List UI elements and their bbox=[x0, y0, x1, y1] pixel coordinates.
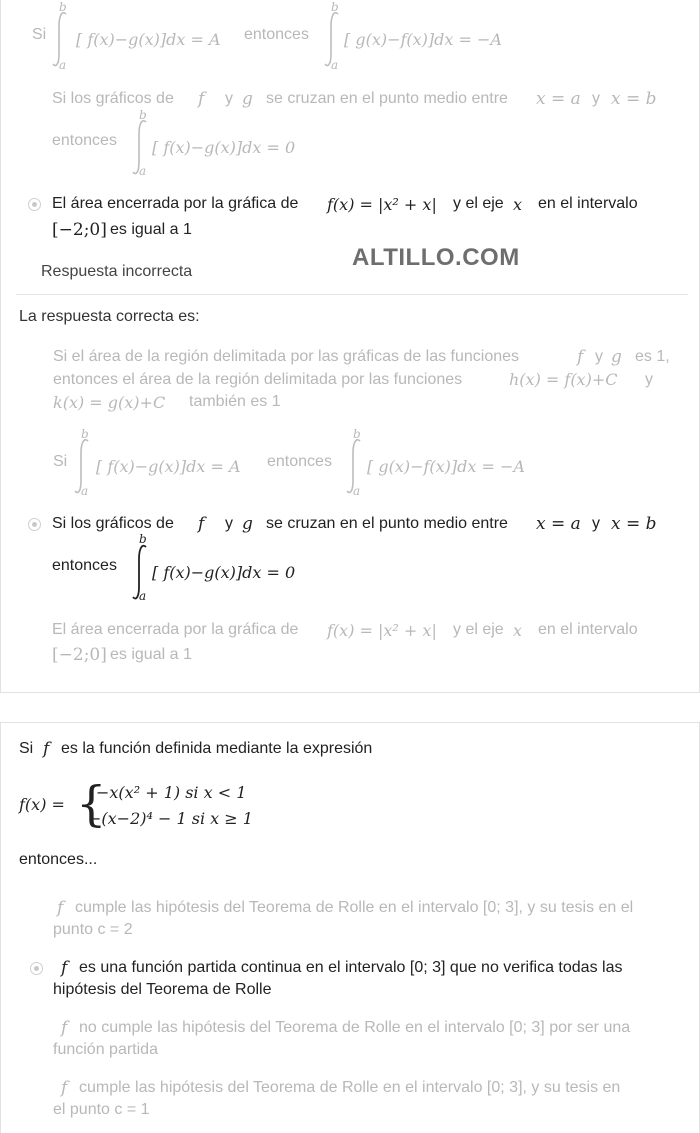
math-g: g bbox=[242, 514, 253, 534]
option-text: se cruzan en el punto medio entre bbox=[266, 90, 508, 107]
option-text: en el intervalo bbox=[538, 195, 638, 212]
option-text: entonces bbox=[52, 132, 117, 149]
math-function: f(x) = |x² + x| bbox=[327, 621, 437, 640]
integral-expression: [ f(x)−g(x)]dx = 0 bbox=[152, 563, 296, 582]
brace: { bbox=[76, 776, 107, 832]
integral-expression: [ g(x)−f(x)]dx = −A bbox=[344, 30, 502, 49]
lower-limit: a bbox=[331, 58, 339, 72]
answer-text: entonces bbox=[267, 453, 332, 470]
integral-expression: [ g(x)−f(x)]dx = −A bbox=[367, 457, 525, 476]
answer-text: entonces el área de la región delimitada por las funciones bbox=[53, 371, 463, 388]
upper-limit: b bbox=[81, 427, 89, 441]
option-text: hipótesis del Teorema de Rolle bbox=[53, 981, 272, 998]
answer-text: también es 1 bbox=[189, 393, 281, 410]
correct-answer-label: La respuesta correcta es: bbox=[19, 308, 200, 325]
math-x: x bbox=[513, 621, 523, 640]
option-text: función partida bbox=[53, 1041, 158, 1058]
math-f: f bbox=[61, 1018, 68, 1038]
piecewise-case-2: −(x−2)⁴ − 1 si x ≥ 1 bbox=[88, 809, 253, 828]
watermark: ALTILLO.COM bbox=[352, 244, 520, 271]
answer-text: es 1, bbox=[635, 348, 670, 365]
integral-expression: [ f(x)−g(x)]dx = A bbox=[76, 30, 221, 49]
lower-limit: a bbox=[139, 589, 147, 603]
option-text: y el eje bbox=[453, 195, 504, 212]
math-f: f bbox=[61, 1078, 68, 1098]
answer-text: y bbox=[595, 348, 603, 365]
math-f: f bbox=[198, 514, 205, 534]
math-g: g bbox=[611, 347, 622, 367]
piecewise-case-1: −x(x² + 1) si x < 1 bbox=[96, 783, 247, 802]
math-xb: x = b bbox=[611, 89, 657, 109]
math-fx: f(x) = bbox=[19, 795, 65, 814]
option-text: es igual a 1 bbox=[110, 221, 192, 238]
answer-text: y el eje bbox=[453, 621, 504, 638]
answer-text: y bbox=[645, 371, 653, 388]
upper-limit: b bbox=[59, 0, 67, 14]
lower-limit: a bbox=[59, 58, 67, 72]
radio-selected-icon[interactable] bbox=[30, 962, 43, 975]
upper-limit: b bbox=[353, 427, 361, 441]
option-text: entonces bbox=[244, 26, 309, 43]
option-text: cumple las hipótesis del Teorema de Rolle en el intervalo [0; 3], y su tesis en bbox=[79, 1079, 621, 1096]
option-text: cumple las hipótesis del Teorema de Rolle en el intervalo [0; 3], y su tesis en el bbox=[75, 899, 634, 916]
math-f: f bbox=[61, 958, 68, 978]
math-f: f bbox=[577, 347, 584, 367]
radio-selected-icon bbox=[28, 518, 41, 531]
option-text: y bbox=[592, 90, 600, 107]
option-text: el punto c = 1 bbox=[53, 1101, 150, 1118]
lower-limit: a bbox=[81, 484, 89, 498]
answer-text: Si bbox=[53, 453, 68, 470]
answer-text: entonces bbox=[52, 557, 117, 574]
option-text: punto c = 2 bbox=[53, 921, 133, 938]
math-f: f bbox=[198, 89, 205, 109]
upper-limit: b bbox=[331, 0, 339, 14]
math-xa: x = a bbox=[536, 89, 581, 109]
option-text: y bbox=[225, 90, 233, 107]
math-h: h(x) = f(x)+C bbox=[509, 370, 618, 389]
option-text: Si los gráficos de bbox=[52, 90, 174, 107]
answer-text: en el intervalo bbox=[538, 621, 638, 638]
math-g: g bbox=[242, 89, 253, 109]
option-text: es una función partida continua en el intervalo [0; 3] que no verifica todas las bbox=[79, 959, 623, 976]
math-x: x bbox=[513, 195, 523, 214]
lower-limit: a bbox=[139, 164, 147, 178]
math-k: k(x) = g(x)+C bbox=[53, 393, 166, 412]
integral-expression: [ f(x)−g(x)]dx = 0 bbox=[152, 138, 296, 157]
math-f: f bbox=[57, 898, 64, 918]
math-interval: [−2;0] bbox=[52, 645, 107, 665]
answer-text: y bbox=[225, 515, 233, 532]
math-function: f(x) = |x² + x| bbox=[327, 195, 437, 214]
question-text: Si bbox=[19, 740, 34, 757]
radio-selected-icon[interactable] bbox=[28, 198, 41, 211]
answer-text: Si los gráficos de bbox=[52, 515, 174, 532]
integral-expression: [ f(x)−g(x)]dx = A bbox=[96, 457, 241, 476]
answer-text: y bbox=[592, 515, 600, 532]
divider bbox=[16, 294, 688, 295]
answer-text: El área encerrada por la gráfica de bbox=[52, 621, 299, 638]
question-text: es la función definida mediante la expresión bbox=[61, 740, 373, 757]
upper-limit: b bbox=[139, 532, 147, 546]
option-text: El área encerrada por la gráfica de bbox=[52, 195, 299, 212]
lower-limit: a bbox=[353, 484, 361, 498]
answer-text: es igual a 1 bbox=[110, 646, 192, 663]
answer-text: se cruzan en el punto medio entre bbox=[266, 515, 508, 532]
answer-text: Si el área de la región delimitada por las gráficas de las funciones bbox=[53, 348, 520, 365]
option-text: Si bbox=[32, 26, 47, 43]
upper-limit: b bbox=[139, 108, 147, 122]
option-text: no cumple las hipótesis del Teorema de Rolle en el intervalo [0; 3] por ser una bbox=[79, 1019, 631, 1036]
math-f: f bbox=[43, 739, 50, 759]
math-interval: [−2;0] bbox=[52, 220, 107, 240]
question-text: entonces... bbox=[19, 851, 98, 868]
feedback-incorrect: Respuesta incorrecta bbox=[41, 263, 193, 280]
math-xa: x = a bbox=[536, 514, 581, 534]
math-xb: x = b bbox=[611, 514, 657, 534]
